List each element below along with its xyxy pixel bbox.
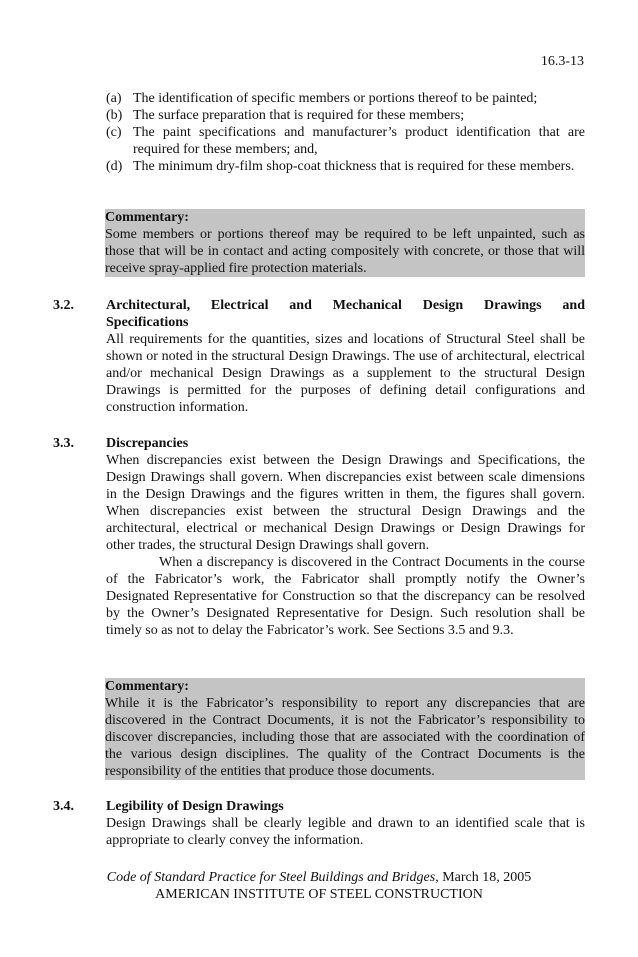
section-number: 3.4. [53,799,74,814]
list-text: The surface preparation that is required for these members; [133,108,465,123]
section-title: Legibility of Design Drawings [106,799,284,814]
list-text: The minimum dry-film shop-coat thickness that is required for these members. [133,159,575,174]
list-item [106,90,585,107]
commentary-text: Some members or portions thereof may be required to be left unpainted, such as those that will be in contact and acting compositely with concrete, or those that will receive spray-applied fire protection materials. [105,227,585,276]
list-item [106,107,585,124]
page-footer [0,869,638,903]
list-marker: (d) [106,159,123,174]
list-text: The paint specifications and manufacturer’s product identification that are required for these members; and, [133,125,585,157]
section-paragraph: When discrepancies exist between the Design Drawings and Specifications, the Design Drawings shall govern. When discrepancies exist between scale dimensions in the Design Drawings and the figures written in them, the figures shall govern. When discrepancies exist between the structural Design Drawings and the architectural, electrical or mechanical Design Drawings or Design Drawings for other trades, the structural Design Drawings shall govern. [106,453,585,553]
list-marker: (c) [106,125,122,140]
commentary-title: Commentary: [105,679,189,694]
requirements-list [106,90,585,175]
section-body: All requirements for the quantities, sizes and locations of Structural Steel shall be shown or noted in the structural Design Drawings. The use of architectural, electrical and/or mechanical Design Drawings as a supplement to the structural Design Drawings is permitted for the purposes of defining detail configurations and construction information. [106,332,585,415]
section-3-2 [53,297,585,416]
section-title-continued: Specifications [106,315,189,330]
section-body: Design Drawings shall be clearly legible and drawn to an identified scale that is appropriate to clearly convey the information. [106,816,585,848]
section-3-4 [53,798,585,849]
commentary-box [105,209,585,277]
page-number: 16.3-13 [540,54,584,69]
section-title: Discrepancies [106,436,189,451]
footer-date: , March 18, 2005 [435,870,532,885]
section-number: 3.2. [53,298,74,313]
section-number: 3.3. [53,436,74,451]
list-item [106,158,585,175]
list-marker: (a) [106,91,122,106]
footer-citation [0,869,638,886]
section-3-3 [53,435,585,639]
list-marker: (b) [106,108,123,123]
commentary-box [105,678,585,780]
section-title: Architectural, Electrical and Mechanical Design Drawings and [106,298,585,313]
footer-document-title: Code of Standard Practice for Steel Buildings and Bridges [106,870,436,885]
footer-organization: AMERICAN INSTITUTE OF STEEL CONSTRUCTION [155,887,483,902]
list-item [106,124,585,158]
section-paragraph: When a discrepancy is discovered in the Contract Documents in the course of the Fabricator’s work, the Fabricator shall promptly notify the Owner’s Designated Representative for Construction so that the discrepancy can be resolved by the Owner’s Designated Representative for Design. Such resolution shall be timely so as not to delay the Fabricator’s work. See Sections 3.5 and 9.3. [106,555,585,638]
commentary-text: While it is the Fabricator’s responsibility to report any discrepancies that are discovered in the Contract Documents, it is not the Fabricator’s responsibility to discover discrepancies, including those that are associated with the coordination of the various design disciplines. The quality of the Contract Documents is the responsibility of the entities that produce those documents. [105,696,585,779]
commentary-title: Commentary: [105,210,189,225]
list-text: The identification of specific members or portions thereof to be painted; [133,91,538,106]
